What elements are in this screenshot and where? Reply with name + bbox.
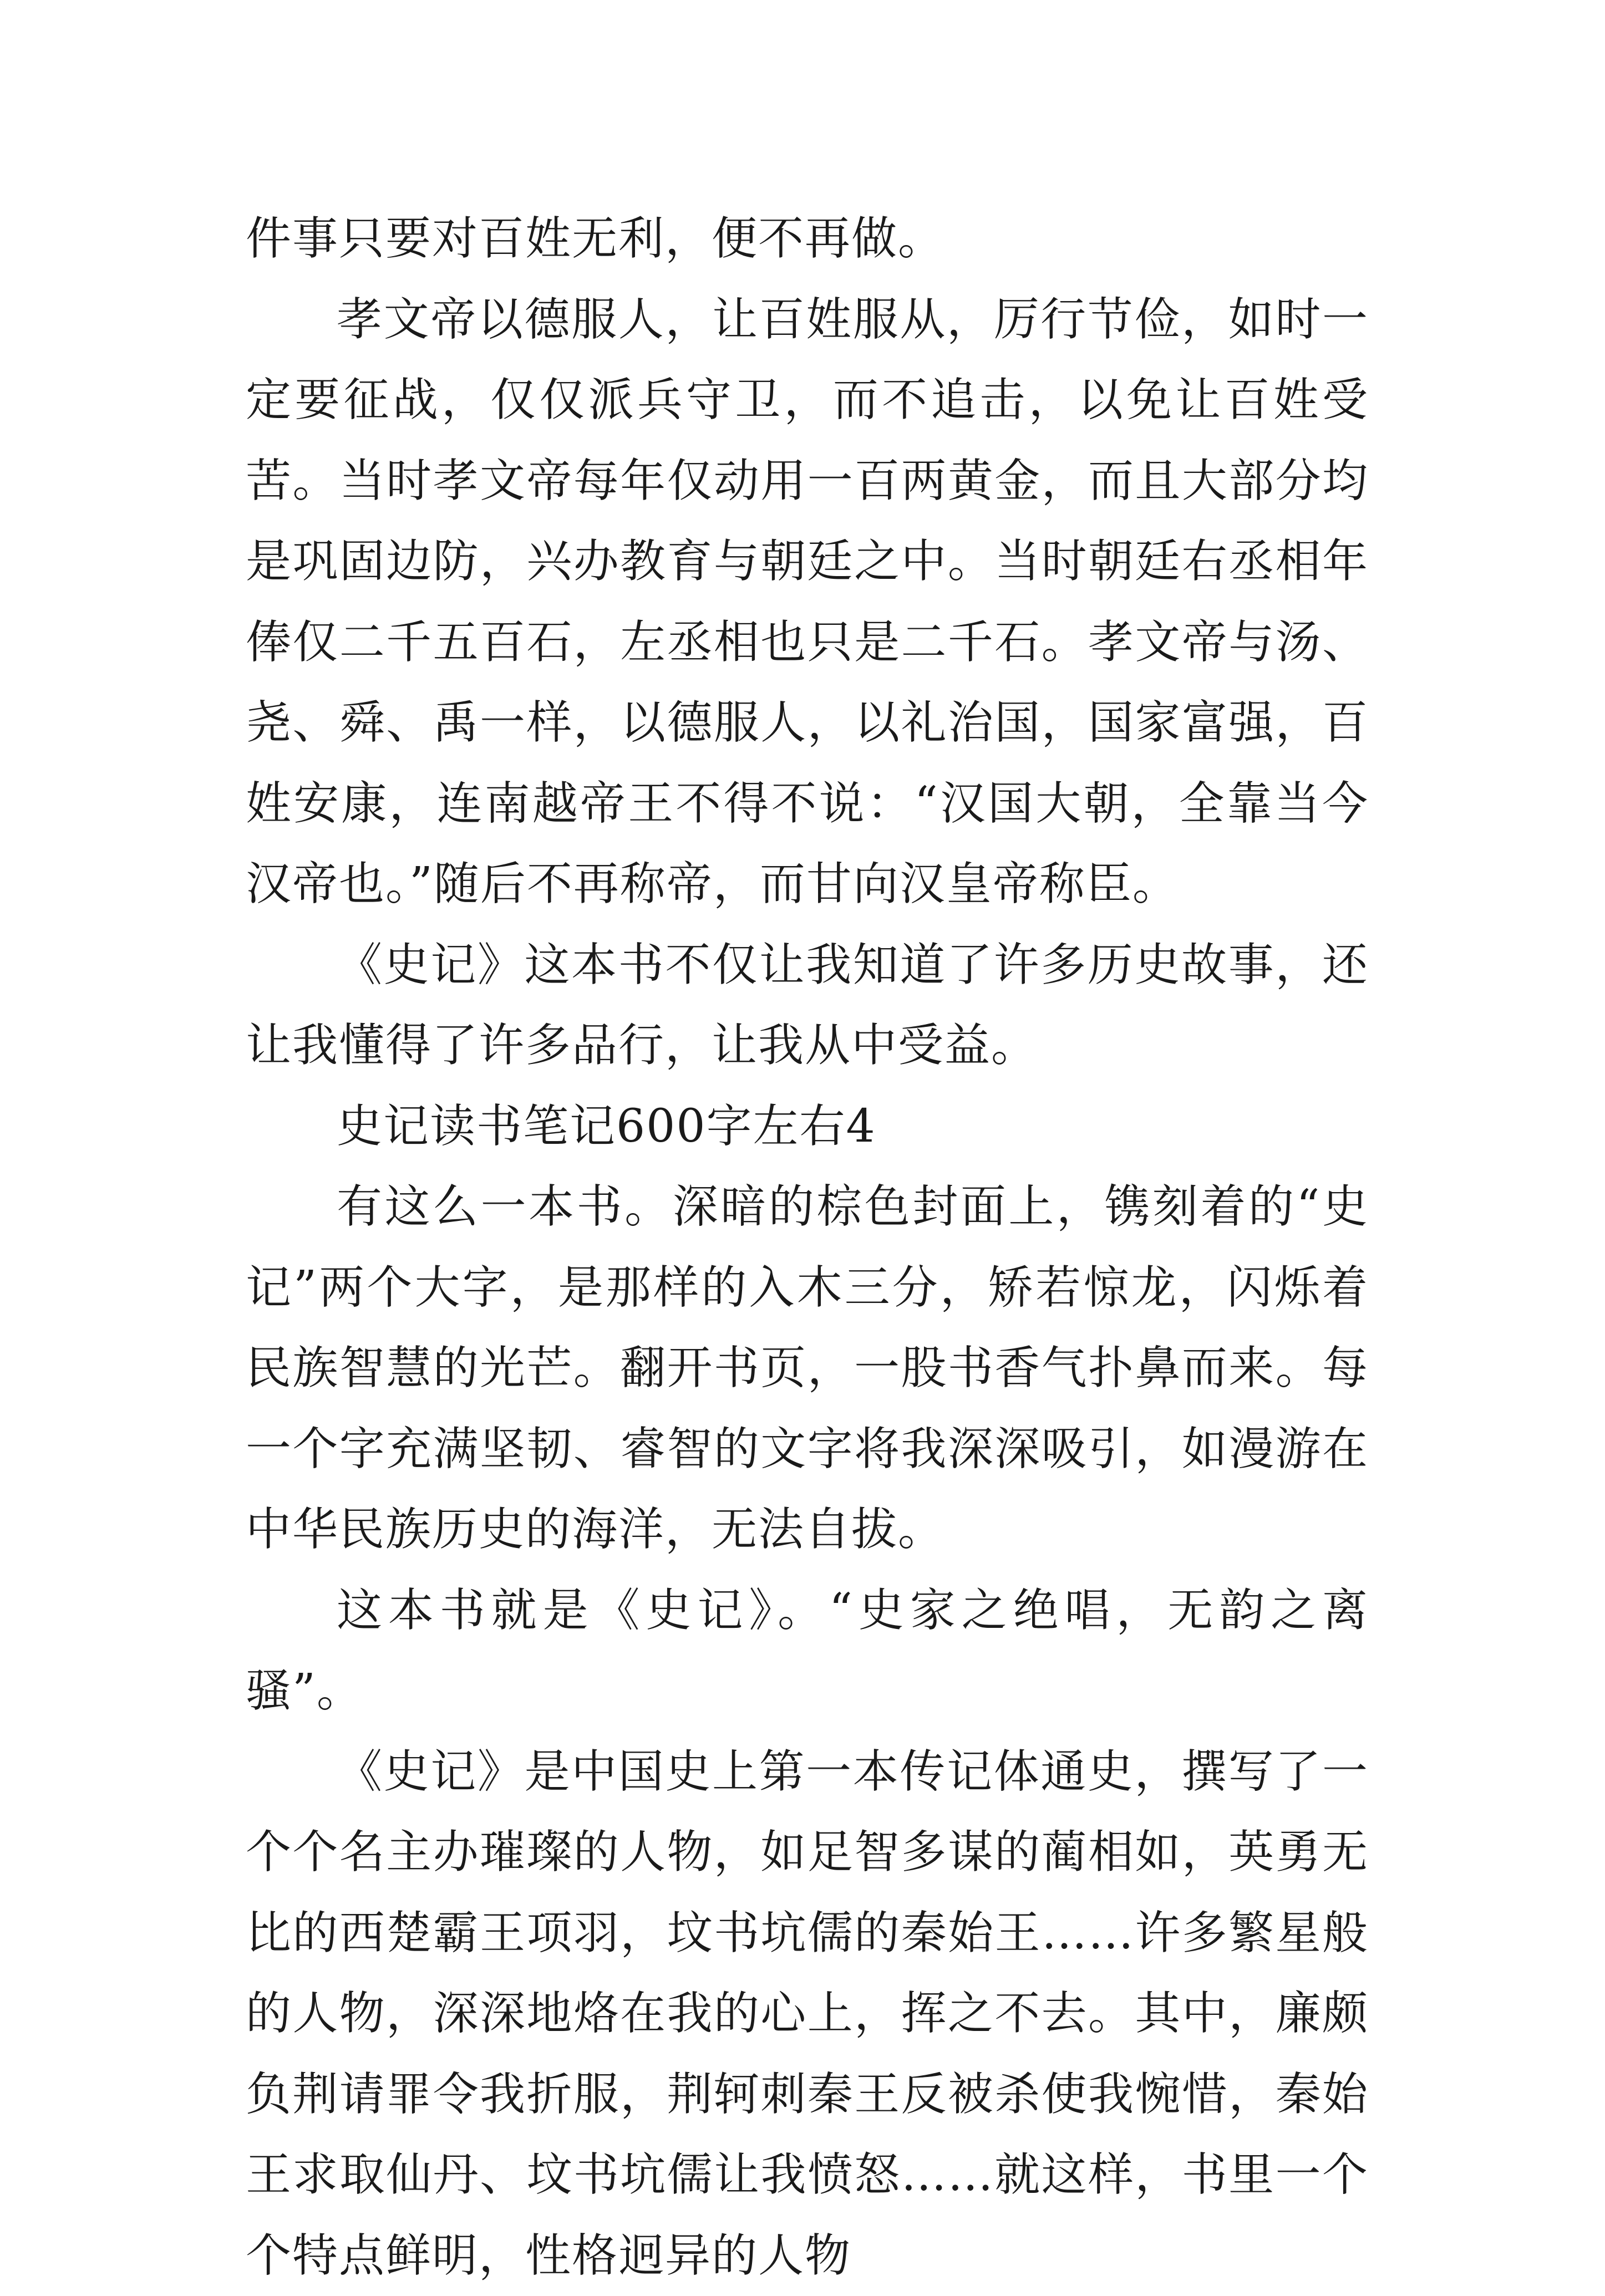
section-heading: 史记读书笔记600字左右4 <box>246 1086 1369 1167</box>
paragraph-6: 《史记》是中国史上第一本传记体通史，撰写了一个个名主办璀璨的人物，如足智多谋的蔺相如，英勇无比的西楚霸王项羽，坟书坑儒的秦始王……许多繁星般的人物，深深地烙在我的心上，挥之不去。其中，廉颇负荆请罪令我折服，荆轲刺秦王反被杀使我惋惜，秦始王求取仙丹、坟书坑儒让我愤怒……就这样，书里一个个特点鲜明，性格迥异的人物 <box>246 1732 1369 2296</box>
paragraph-4: 有这么一本书。深暗的棕色封面上，镌刻着的“史记”两个大字，是那样的入木三分，矫若惊龙，闪烁着民族智慧的光芒。翻开书页，一股书香气扑鼻而来。每一个字充满坚韧、睿智的文字将我深深吸引，如漫游在中华民族历史的海洋，无法自拔。 <box>246 1167 1369 1570</box>
paragraph-3: 《史记》这本书不仅让我知道了许多历史故事，还让我懂得了许多品行，让我从中受益。 <box>246 925 1369 1086</box>
paragraph-2: 孝文帝以德服人，让百姓服从，厉行节俭，如时一定要征战，仅仅派兵守卫，而不追击，以免让百姓受苦。当时孝文帝每年仅动用一百两黄金，而且大部分均是巩固边防，兴办教育与朝廷之中。当时朝廷右丞相年俸仅二千五百石，左丞相也只是二千石。孝文帝与汤、尧、舜、禹一样，以德服人，以礼治国，国家富强，百姓安康，连南越帝王不得不说：“汉国大朝，全靠当今汉帝也。”随后不再称帝，而甘向汉皇帝称臣。 <box>246 279 1369 925</box>
document-body <box>246 198 1369 2296</box>
paragraph-1: 件事只要对百姓无利，便不再做。 <box>246 198 1369 279</box>
paragraph-5: 这本书就是《史记》。“史家之绝唱，无韵之离骚”。 <box>246 1570 1369 1732</box>
